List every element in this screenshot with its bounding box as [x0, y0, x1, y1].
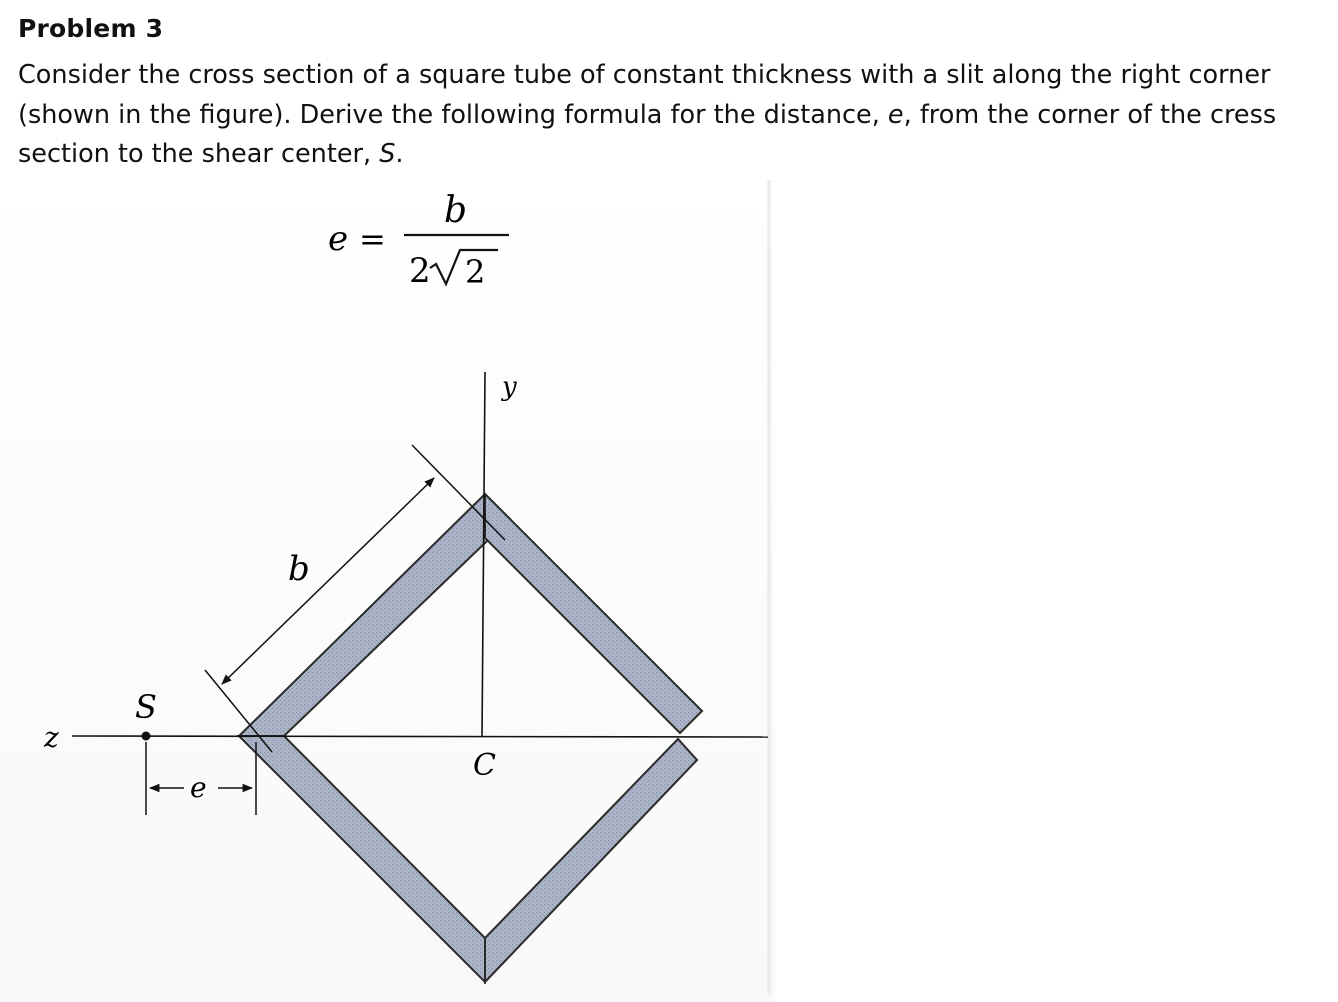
side-length-label: b — [288, 549, 310, 589]
statement-line-2a: (shown in the figure). Derive the following formula for the distance, — [18, 99, 888, 130]
statement-line-3a: section to the shear center, — [18, 139, 380, 169]
centroid-label: C — [473, 748, 496, 783]
shear-center-formula — [328, 190, 509, 291]
shear-center-point — [142, 732, 151, 741]
formula-denominator-radicand: 2 — [465, 253, 486, 291]
problem-heading: Problem 3 — [18, 14, 164, 43]
dimension-extension-lower — [205, 670, 272, 752]
z-axis-label: z — [44, 721, 59, 754]
statement-line-2b: , from the corner of the cress — [903, 99, 1277, 130]
formula-lhs: e — [328, 219, 349, 259]
wall-lower-right — [485, 739, 697, 982]
offset-label: e — [190, 771, 207, 804]
y-axis-line — [482, 372, 485, 736]
statement-var-e: e — [887, 99, 904, 130]
wall-upper-left — [239, 494, 510, 736]
wall-upper-right — [485, 494, 702, 733]
statement-var-s: S — [379, 139, 396, 169]
z-axis-line — [72, 736, 768, 737]
statement-line-3b: . — [395, 139, 404, 169]
formula-numerator: b — [444, 190, 468, 231]
shear-center-label: S — [135, 688, 157, 726]
wall-lower-left — [239, 736, 485, 982]
formula-equals: = — [359, 220, 386, 258]
formula-denominator-coef: 2 — [409, 251, 431, 291]
sqrt-radical-icon — [430, 250, 498, 284]
y-axis-label: y — [502, 372, 517, 402]
statement-line-1: Consider the cross section of a square tube of constant thickness with a slit along the right corner — [18, 60, 1271, 90]
